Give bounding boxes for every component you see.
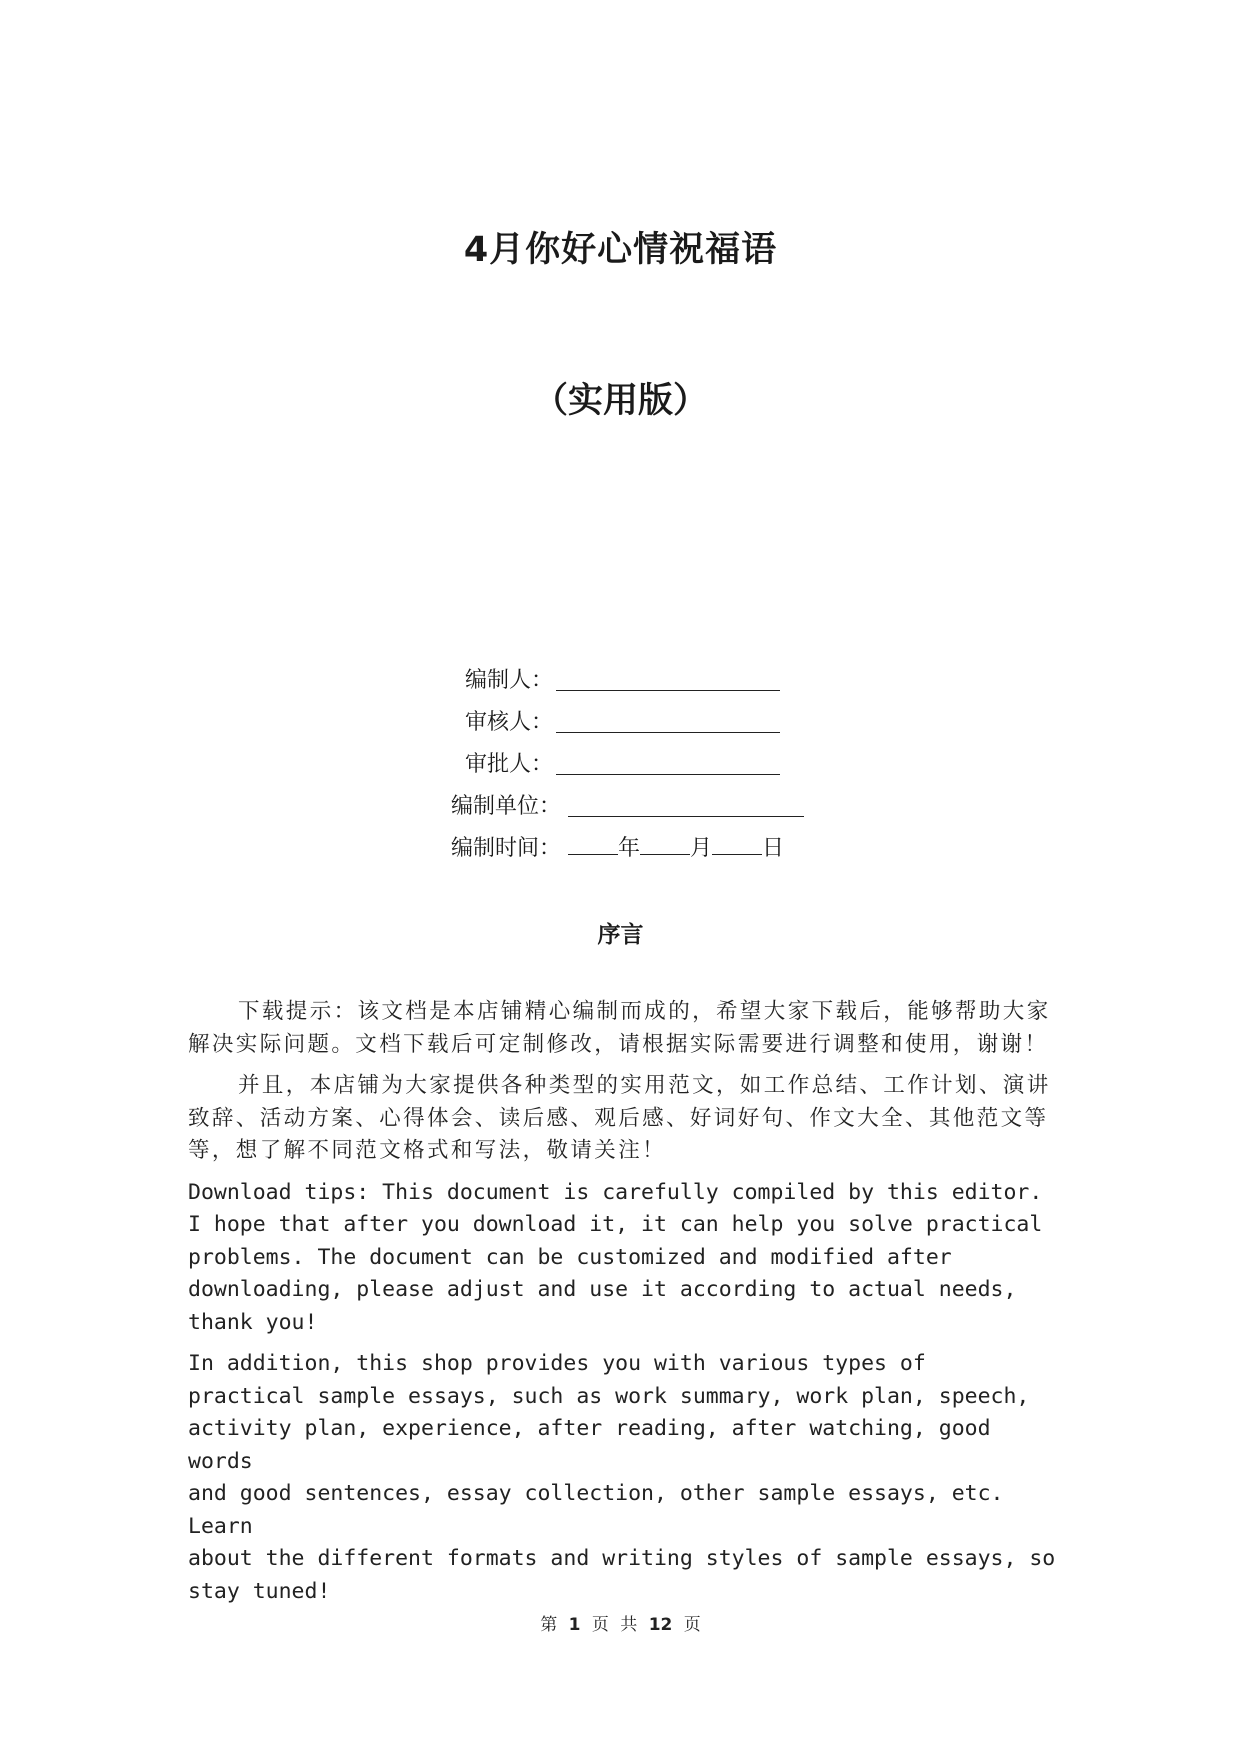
meta-blank-approver[interactable] — [556, 774, 780, 775]
day-blank[interactable] — [712, 828, 762, 855]
meta-blank-unit[interactable] — [568, 816, 804, 817]
meta-label-date: 编制时间： — [450, 836, 561, 861]
meta-fields — [0, 660, 1241, 870]
meta-row-compiler — [0, 660, 1241, 702]
meta-label-compiler: 编制人： — [464, 668, 553, 693]
document-title: 4月你好心情祝福语 — [463, 230, 778, 270]
day-label: 日 — [762, 836, 785, 861]
meta-row-date — [0, 828, 1241, 870]
meta-blank-compiler[interactable] — [556, 690, 780, 691]
footer-total-pages: 12 — [648, 1615, 673, 1635]
paragraph-shop-info-en: In addition, this shop provides you with various types of practical sample essays, such as work summary, work plan, speech, activity plan, experience, after reading, after watching, good words and good sentences, essay collection, other sample essays, etc. Learn about the different formats and writing styles of sample essays, so stay tuned! — [188, 1351, 1056, 1604]
meta-label-reviewer: 审核人： — [464, 710, 553, 735]
month-blank[interactable] — [640, 828, 690, 855]
paragraph-download-tip-en: Download tips: This document is carefully compiled by this editor. I hope that after you download it, it can help you solve practical problems. The document can be customized and modified after downloading, please adjust and use it according to actual needs, thank you! — [188, 1179, 1043, 1335]
meta-row-reviewer — [0, 702, 1241, 744]
paragraph-download-tip-cn: 下载提示：该文档是本店铺精心编制而成的，希望大家下载后，能够帮助大家解决实际问题。文档下载后可定制修改，请根据实际需要进行调整和使用，谢谢！ — [188, 999, 1051, 1057]
footer-middle: 页 共 — [591, 1615, 638, 1635]
meta-row-unit — [0, 786, 1241, 828]
meta-label-approver: 审批人： — [464, 752, 553, 777]
preface-body — [188, 996, 1068, 1617]
footer-prefix: 第 — [540, 1615, 558, 1635]
date-fields — [568, 828, 784, 870]
page-footer — [0, 1610, 1241, 1635]
year-blank[interactable] — [568, 828, 618, 855]
footer-page-number: 1 — [568, 1615, 581, 1635]
paragraph-shop-info-cn: 并且，本店铺为大家提供各种类型的实用范文，如工作总结、工作计划、演讲致辞、活动方案、心得体会、读后感、观后感、好词好句、作文大全、其他范文等等，想了解不同范文格式和写法，敬请关注！ — [188, 1073, 1051, 1163]
meta-row-approver — [0, 744, 1241, 786]
footer-suffix: 页 — [683, 1615, 701, 1635]
year-label: 年 — [618, 836, 641, 861]
meta-blank-reviewer[interactable] — [556, 732, 780, 733]
meta-label-unit: 编制单位： — [450, 794, 561, 819]
preface-heading: 序言 — [597, 922, 644, 948]
month-label: 月 — [690, 836, 713, 861]
document-subtitle: （实用版） — [532, 381, 708, 421]
